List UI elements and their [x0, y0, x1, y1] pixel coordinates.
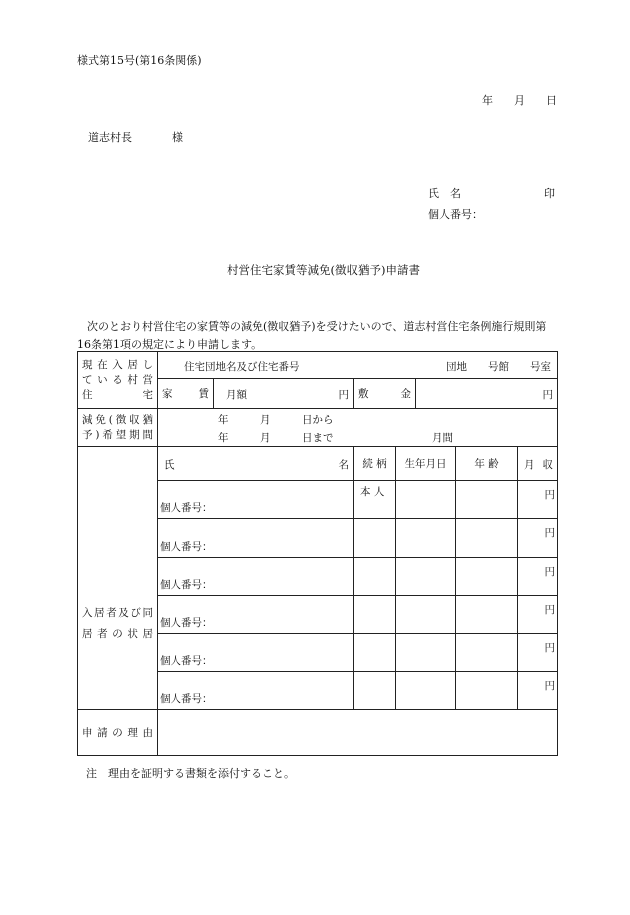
rent-yen: 円: [338, 389, 349, 401]
resident-age-cell[interactable]: [456, 519, 518, 558]
seal-mark: 印: [544, 187, 555, 200]
housing-label-cell: [78, 352, 158, 409]
application-table: [77, 351, 558, 756]
period-label-line-1: 減免(徴収猶: [82, 413, 153, 426]
residents-label-line-1: 入居者及び同: [82, 607, 153, 619]
income-yen: 円: [544, 680, 555, 692]
resident-name-cell[interactable]: [158, 558, 354, 596]
resident-age-cell[interactable]: [456, 634, 518, 672]
rent-amount-cell[interactable]: [214, 379, 354, 409]
resident-income-cell[interactable]: [518, 596, 558, 634]
period-from-month: 月: [260, 414, 271, 426]
danchi-label: 団地: [446, 361, 467, 373]
housing-name-label: 住宅団地名及び住宅番号: [184, 361, 300, 373]
header-dob: 生年月日: [396, 447, 456, 481]
housing-label-line-2: ている村営: [82, 373, 153, 386]
housing-label-line-1: 現在入居し: [82, 358, 153, 371]
period-to-year: 年: [218, 432, 229, 444]
resident-name-cell[interactable]: [158, 596, 354, 634]
resident-dob-cell[interactable]: [396, 481, 456, 519]
addressee-honorific: 様: [172, 131, 183, 144]
period-to-label: 日まで: [302, 432, 334, 444]
goushitsu-label: 号室: [530, 361, 551, 373]
header-name: [158, 447, 354, 481]
page-title: 村営住宅家賃等減免(徴収猶予)申請書: [227, 263, 420, 277]
income-yen: 円: [544, 527, 555, 539]
housing-name-cell[interactable]: [158, 352, 558, 379]
header-name-char-1: 氏: [164, 459, 175, 471]
income-yen: 円: [544, 566, 555, 578]
resident-relation-cell[interactable]: [354, 519, 396, 558]
resident-age-cell[interactable]: [456, 481, 518, 519]
resident-income-cell[interactable]: [518, 519, 558, 558]
goukan-label: 号館: [488, 361, 509, 373]
deposit-yen: 円: [542, 389, 553, 401]
resident-income-cell[interactable]: [518, 481, 558, 519]
resident-my-number-label: 個人番号：: [160, 655, 213, 667]
date-year: 年: [482, 94, 493, 107]
residents-label-cell: [78, 447, 158, 710]
resident-income-cell[interactable]: [518, 672, 558, 710]
resident-my-number-label: 個人番号：: [160, 502, 213, 514]
deposit-amount-cell[interactable]: [416, 379, 558, 409]
resident-dob-cell[interactable]: [396, 672, 456, 710]
resident-age-cell[interactable]: [456, 558, 518, 596]
resident-name-cell[interactable]: [158, 519, 354, 558]
residents-label-line-2: 居者の状居: [82, 628, 153, 640]
resident-name-cell[interactable]: [158, 481, 354, 519]
resident-dob-cell[interactable]: [396, 596, 456, 634]
resident-dob-cell[interactable]: [396, 634, 456, 672]
monthly-label: 月額: [226, 389, 247, 401]
reason-cell[interactable]: [158, 710, 558, 756]
date-month: 月: [514, 94, 525, 107]
income-yen: 円: [544, 642, 555, 654]
period-label-cell: [78, 409, 158, 447]
housing-label-line-3: 住 宅: [82, 388, 153, 401]
reason-label: 申請の理由: [78, 710, 158, 756]
header-name-char-2: 名: [338, 459, 349, 471]
resident-name-cell[interactable]: [158, 634, 354, 672]
resident-my-number-label: 個人番号：: [160, 617, 213, 629]
period-from-label: 日から: [302, 414, 334, 426]
header-income-char-2: 収: [542, 459, 553, 471]
resident-my-number-label: 個人番号：: [160, 693, 213, 705]
header-income: [518, 447, 558, 481]
income-yen: 円: [544, 489, 555, 501]
deposit-label: 敷 金: [354, 379, 416, 409]
footnote: 注 理由を証明する書類を添付すること。: [86, 767, 295, 780]
intro-text: 次のとおり村営住宅の家賃等の減免(徴収猶予)を受けたいので、道志村営住宅条例施行規則第16条第1項の規定により申請します。: [77, 320, 547, 351]
header-relation: 続 柄: [354, 447, 396, 481]
income-yen: 円: [544, 604, 555, 616]
resident-name-cell[interactable]: [158, 672, 354, 710]
period-cell[interactable]: [158, 409, 558, 447]
applicant-name-label: 氏 名: [428, 187, 461, 200]
resident-relation-cell[interactable]: [354, 481, 396, 519]
resident-relation-cell[interactable]: [354, 634, 396, 672]
resident-my-number-label: 個人番号：: [160, 579, 213, 591]
resident-age-cell[interactable]: [456, 596, 518, 634]
period-label-line-2: 予)希望期間: [82, 428, 153, 441]
resident-dob-cell[interactable]: [396, 558, 456, 596]
resident-dob-cell[interactable]: [396, 519, 456, 558]
addressee-name: 道志村長: [88, 131, 132, 144]
period-from-year: 年: [218, 414, 229, 426]
resident-relation-cell[interactable]: [354, 596, 396, 634]
relation-self: 本 人: [360, 486, 385, 498]
resident-relation-cell[interactable]: [354, 672, 396, 710]
header-age: 年 齢: [456, 447, 518, 481]
resident-my-number-label: 個人番号：: [160, 541, 213, 553]
period-to-month: 月: [260, 432, 271, 444]
resident-relation-cell[interactable]: [354, 558, 396, 596]
resident-income-cell[interactable]: [518, 558, 558, 596]
date-day: 日: [546, 94, 557, 107]
form-number: 様式第15号(第16条関係): [77, 54, 202, 67]
header-income-char-1: 月: [524, 459, 535, 471]
period-months-label: 月間: [432, 432, 453, 444]
applicant-my-number-label: 個人番号：: [428, 208, 483, 221]
rent-label: 家 賃: [158, 379, 214, 409]
resident-age-cell[interactable]: [456, 672, 518, 710]
resident-income-cell[interactable]: [518, 634, 558, 672]
